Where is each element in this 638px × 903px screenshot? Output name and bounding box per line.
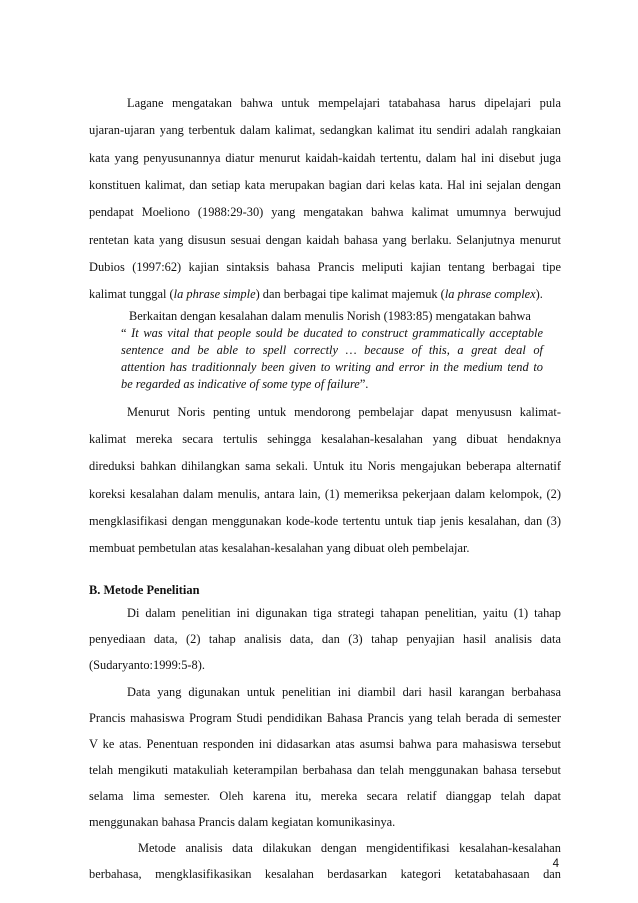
paragraph-5-line-2: berbahasa, mengklasifikasikan kesalahan berdasarkan kategori ketatabahasaan dan <box>89 867 561 881</box>
paragraph-1-line-8-text-a: kalimat tunggal ( <box>89 287 174 301</box>
section-heading: B. Metode Penelitian <box>89 583 200 597</box>
paragraph-1-line-1: Lagane mengatakan bahwa untuk mempelajari tatabahasa harus dipelajari pula <box>127 96 561 110</box>
paragraph-1-line-5: pendapat Moeliono (1988:29-30) yang mengatakan bahwa kalimat umumnya berwujud <box>89 205 561 219</box>
paragraph-1-line-8 <box>89 287 561 302</box>
page-number: 4 <box>552 858 559 870</box>
paragraph-3-line-1: Di dalam penelitian ini digunakan tiga strategi tahapan penelitian, yaitu (1) tahap <box>127 606 561 620</box>
paragraph-3-line-2: penyediaan data, (2) tahap analisis data, dan (3) tahap penyajian hasil analisis data <box>89 632 561 646</box>
paragraph-4-line-3: V ke atas. Penentuan responden ini didasarkan atas asumsi bahwa para mahasiswa tersebut <box>89 737 561 751</box>
paragraph-4-line-5: selama lima semester. Oleh karena itu, mereka secara relatif dianggap telah dapat <box>89 789 561 803</box>
paragraph-4-line-6: menggunakan bahasa Prancis dalam kegiatan komunikasinya. <box>89 815 396 829</box>
italic-term-phrase-simple: la phrase simple <box>173 287 256 301</box>
paragraph-1-line-4: konstituen kalimat, dan setiap kata merupakan bagian dari kelas kata. Hal ini sejalan dengan <box>89 178 561 192</box>
quote-line-3: sentence and be able to spell correctly … because of this, a great deal of <box>121 343 543 357</box>
quote-close-mark: ”. <box>359 377 369 391</box>
paragraph-4-line-4: telah mengikuti matakuliah keterampilan berbahasa dan telah menggunakan bahasa tersebut <box>89 763 561 777</box>
paragraph-1-line-7: Dubios (1997:62) kajian sintaksis bahasa Prancis meliputi kajian tentang berbagai tipe <box>89 260 561 274</box>
italic-term-phrase-complex: la phrase complex <box>444 287 536 301</box>
paragraph-1-line-2: ujaran-ujaran yang terbentuk dalam kalimat, sedangkan kalimat itu sendiri adalah rangkaian <box>89 123 561 137</box>
paragraph-5-line-1: Metode analisis data dilakukan dengan mengidentifikasi kesalahan-kesalahan <box>138 841 561 855</box>
quote-line-4: attention has traditionnaly been given to writing and error in the medium tend to <box>121 360 543 374</box>
quote-line-5-italic: be regarded as indicative of some type of failure <box>121 377 360 391</box>
quote-line-2-italic: It was vital that people sould be ducated to construct grammatically acceptable <box>131 326 543 340</box>
paragraph-1-line-3: kata yang penyusunannya diatur menurut kaidah-kaidah tertentu, dalam hal ini disebut juga <box>89 151 561 165</box>
paragraph-2-line-2: kalimat mereka secara tertulis sehingga kesalahan-kesalahan yang dibuat hendaknya <box>89 432 561 446</box>
paragraph-2-line-6: membuat pembetulan atas kesalahan-kesalahan yang dibuat oleh pembelajar. <box>89 541 470 555</box>
quote-open-mark: “ <box>121 326 132 340</box>
quote-line-2 <box>121 326 543 341</box>
paragraph-4-line-2: Prancis mahasiswa Program Studi pendidikan Bahasa Prancis yang telah berada di semester <box>89 711 561 725</box>
quote-line-1: Berkaitan dengan kesalahan dalam menulis Norish (1983:85) mengatakan bahwa <box>129 309 531 323</box>
paragraph-4-line-1: Data yang digunakan untuk penelitian ini diambil dari hasil karangan berbahasa <box>127 685 561 699</box>
quote-line-5 <box>121 377 543 392</box>
paragraph-2-line-3: direduksi bahkan dihilangkan sama sekali. Untuk itu Noris mengajukan beberapa alternatif <box>89 459 561 473</box>
paragraph-2-line-4: koreksi kesalahan dalam menulis, antara lain, (1) memeriksa pekerjaan dalam kelompok, (2) <box>89 487 561 501</box>
paragraph-3-line-3: (Sudaryanto:1999:5-8). <box>89 658 205 672</box>
paragraph-1-line-8-text-e: ). <box>535 287 543 301</box>
paragraph-2-line-5: mengklasifikasi dengan menggunakan kode-kode tertentu untuk tiap jenis kesalahan, dan (3) <box>89 514 561 528</box>
paragraph-2-line-1: Menurut Noris penting untuk mendorong pembelajar dapat menyususn kalimat- <box>127 405 561 419</box>
paragraph-1-line-6: rentetan kata yang disusun sesuai dengan kaidah bahasa yang berlaku. Selanjutnya menurut <box>89 233 561 247</box>
paragraph-1-line-8-text-c: ) dan berbagai tipe kalimat majemuk ( <box>255 287 445 301</box>
